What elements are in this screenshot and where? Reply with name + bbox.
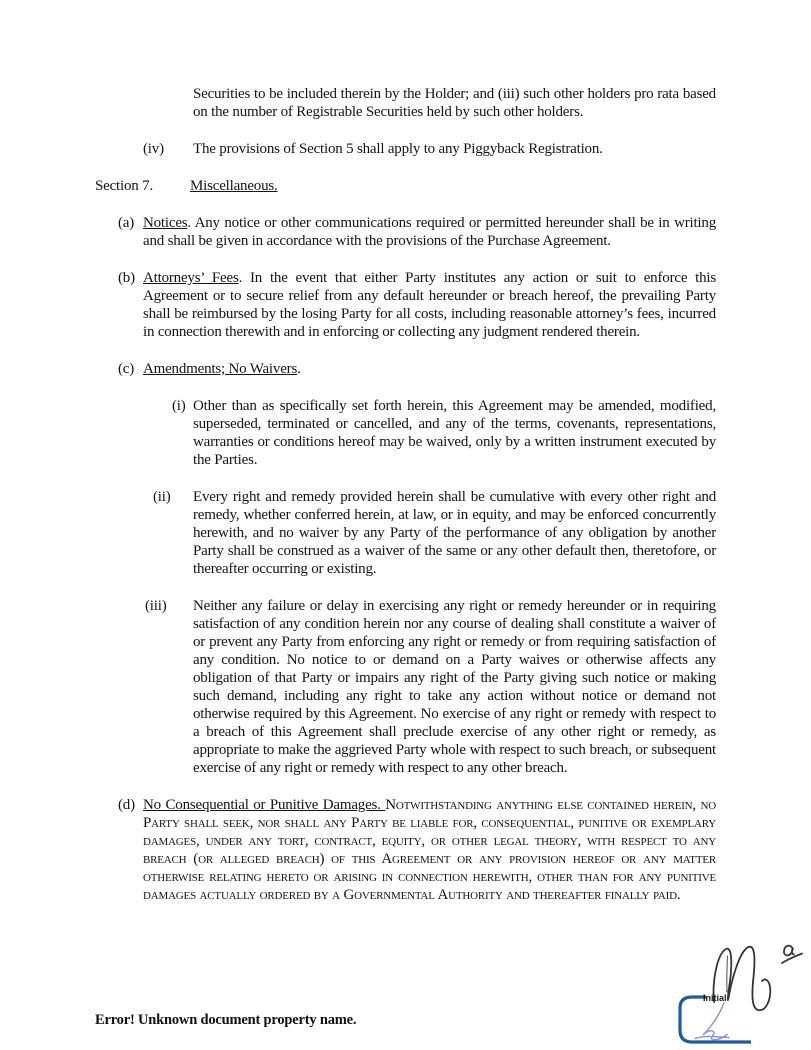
initial-tab-label: Initial (703, 993, 727, 1003)
list-item-a (118, 214, 716, 250)
document-body (0, 85, 811, 923)
item-a-label: (a) (118, 215, 135, 231)
item-b-body: . In the event that either Party institutes any action or suit to enforce this Agreement or to secure relief from any default hereunder or breach hereof, the prevailing Party shall be reimbursed by the losing Party for all costs, including reasonable attorney’s fees, incurred in connection therewith and in enforcing or collecting any judgment rendered therein. (143, 270, 716, 340)
item-b-label: (b) (118, 270, 135, 286)
section-number: Section 7. (95, 178, 153, 194)
item-c-heading: Amendments; No Waivers (143, 361, 298, 377)
initial-squiggle-mark (695, 1003, 729, 1040)
section-title: Miscellaneous. (190, 178, 278, 194)
item-b-heading: Attorneys’ Fees (143, 270, 239, 286)
list-item-iv (143, 140, 716, 158)
item-i-text: Other than as specifically set forth herein, this Agreement may be amended, modified, superseded, terminated or cancelled, and any of the terms, covenants, representations, warranties or conditions hereof may be waived, only by a written instrument executed by the Parties. (193, 398, 716, 468)
list-item-c (118, 360, 716, 378)
item-c-body: . (297, 361, 301, 377)
item-i-label: (i) (172, 398, 186, 414)
continuation-text: Securities to be included therein by the Holder; and (iii) such other holders pro rata based on the number of Registrable Securities held by such other holders. (193, 86, 716, 120)
item-ii-text: Every right and remedy provided herein shall be cumulative with every other right and remedy, whether conferred herein, at law, or in equity, and may be enforced concurrently herewith, and no waiver by any Party of the performance of any obligation by another Party shall be construed as a waiver of the same or any other default then, theretofore, or thereafter occurring or existing. (193, 489, 716, 577)
section-7-heading (95, 177, 716, 195)
item-iii-label: (iii) (145, 598, 167, 614)
item-a-body: . Any notice or other communications required or permitted hereunder shall be in writing and shall be given in accordance with the provisions of the Purchase Agreement. (143, 215, 716, 249)
item-iv-label: (iv) (143, 141, 164, 157)
paragraph-continuation (193, 85, 716, 121)
item-a-heading: Notices (143, 215, 188, 231)
item-ii-label: (ii) (153, 489, 171, 505)
list-item-i (172, 397, 716, 469)
list-item-d (118, 796, 716, 904)
item-d-heading: No Consequential or Punitive Damages. (143, 797, 386, 813)
list-item-b (118, 269, 716, 341)
item-iii-text: Neither any failure or delay in exercising any right or remedy hereunder or in requiring satisfaction of any condition herein nor any course of dealing shall constitute a waiver of or prevent any Party from enforcing any right or remedy or from requiring satisfaction of any condition. No notice to or demand on a Party waives or otherwise affects any obligation of that Party or impairs any right of the Party giving such notice or making such demand, including any right to take any action without notice or demand not otherwise required by this Agreement. No exercise of any right or remedy with respect to a breach of this Agreement shall preclude exercise of any other right or remedy, as appropriate to make the aggrieved Party whole with respect to such breach, or subsequent exercise of any right or remedy with respect to any other breach. (193, 598, 716, 776)
list-item-ii (153, 488, 716, 578)
item-iv-text: The provisions of Section 5 shall apply to any Piggyback Registration. (193, 141, 603, 157)
item-d-label: (d) (118, 797, 135, 813)
item-d-body: Notwithstanding anything else contained herein, no Party shall seek, nor shall any Party be liable for, consequential, punitive or exemplary damages, under any tort, contract, equity, or other legal theory, with respect to any breach (or alleged breach) of this Agreement or any provision hereof or any matter otherwise relating hereto or arising in connection herewith, other than for any punitive damages actually ordered by a Governmental Authority and thereafter finally paid. (143, 797, 716, 903)
word-field-error-text: Error! Unknown document property name. (95, 1012, 357, 1028)
item-c-label: (c) (118, 361, 135, 377)
list-item-iii (145, 597, 716, 777)
